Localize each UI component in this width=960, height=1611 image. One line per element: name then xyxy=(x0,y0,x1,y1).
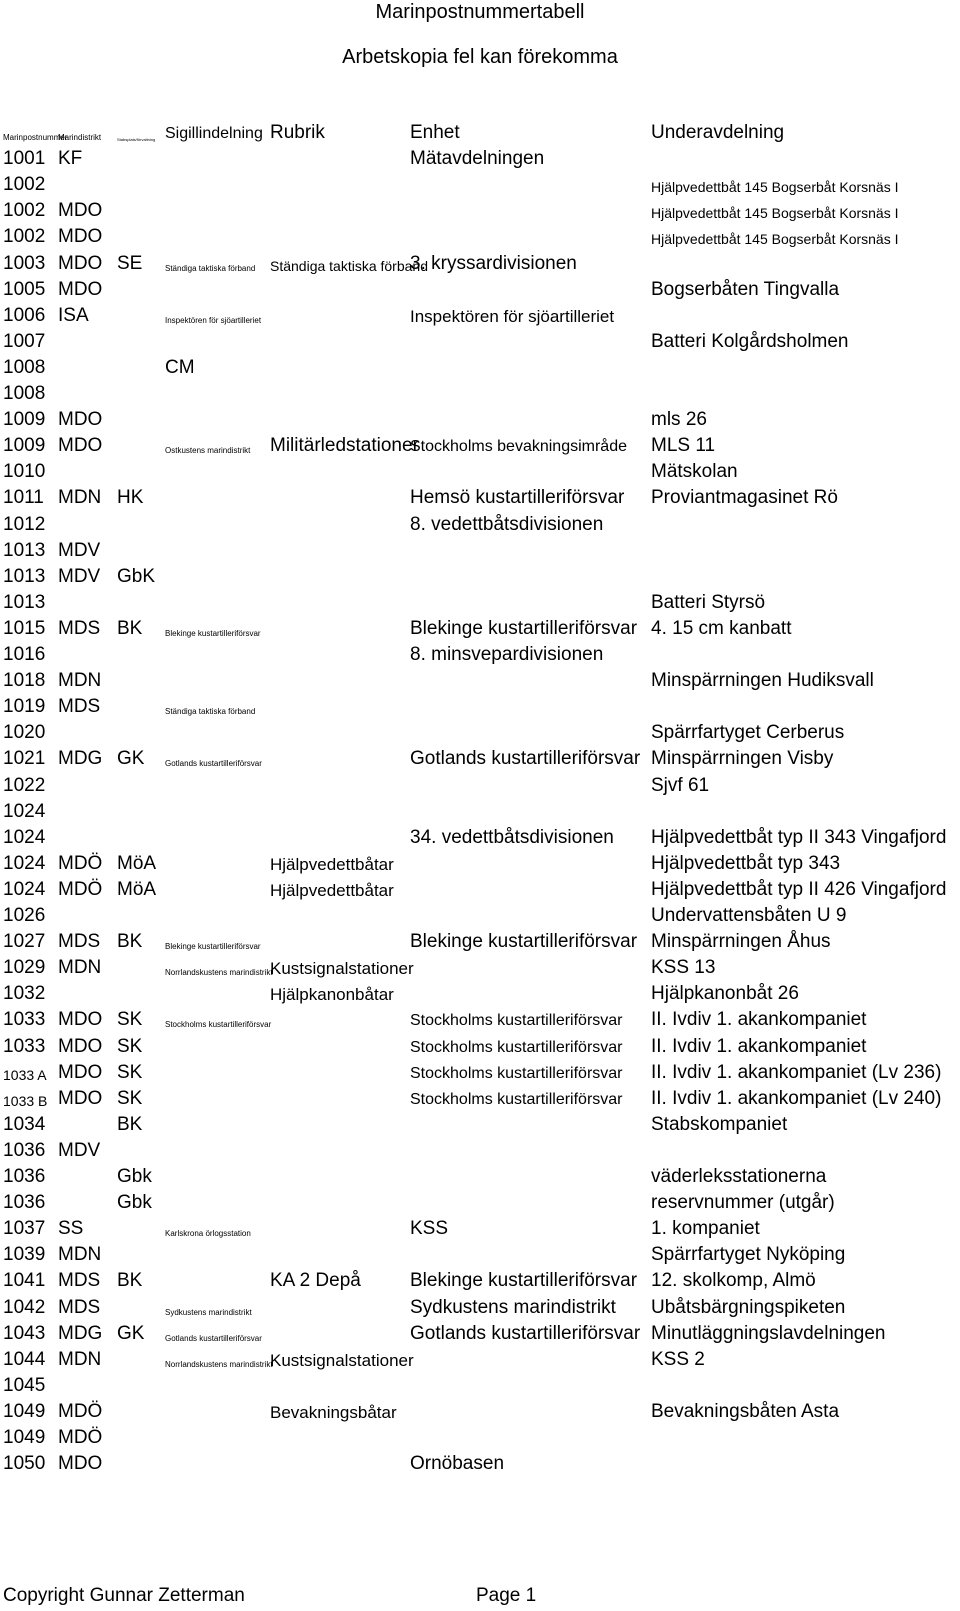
cell-marindistrikt: MDV xyxy=(58,539,101,561)
cell-marinpostnummer: 1006 xyxy=(3,304,46,326)
cell-sigillindelning: Gotlands kustartilleriförsvar xyxy=(165,1333,262,1343)
cell-marinpostnummer: 1009 xyxy=(3,409,46,431)
cell-underavdelning: Mätskolan xyxy=(651,461,738,483)
cell-rubrik: Hjälpvedettbåtar xyxy=(270,854,394,874)
table-row xyxy=(0,1397,960,1423)
cell-marindistrikt: MDS xyxy=(58,696,101,718)
table-row xyxy=(0,1005,960,1031)
table-row xyxy=(0,771,960,797)
table-row xyxy=(0,379,960,405)
table-row xyxy=(0,196,960,222)
table-row xyxy=(0,1110,960,1136)
cell-underavdelning: 4. 15 cm kanbatt xyxy=(651,617,792,639)
cell-sigillindelning: Blekinge kustartilleriförsvar xyxy=(165,942,261,952)
cell-marinpostnummer: 1015 xyxy=(3,617,46,639)
cell-marinpostnummer: 1012 xyxy=(3,513,46,535)
table-row xyxy=(0,1162,960,1188)
table-row xyxy=(0,640,960,666)
cell-marinpostnummer: 1026 xyxy=(3,905,46,926)
cell-underavdelning: Hjälpvedettbåt typ II 426 Vingafjord xyxy=(651,878,947,900)
cell-marinpostnummer: 1033 xyxy=(3,1009,46,1031)
cell-underavdelning: Spärrfartyget Nyköping xyxy=(651,1244,846,1266)
cell-underavdelning: 1. kompaniet xyxy=(651,1218,760,1240)
table-row xyxy=(0,744,960,770)
table-row xyxy=(0,1371,960,1397)
table-row xyxy=(0,536,960,562)
cell-marindistrikt: MDO xyxy=(58,226,103,248)
cell-marindistrikt: MDN xyxy=(58,487,102,509)
cell-enhet: Inspektören för sjöartilleriet xyxy=(410,306,615,326)
cell-underavdelning: reservnummer (utgår) xyxy=(651,1192,835,1214)
cell-marinpostnummer: 1013 xyxy=(3,539,46,561)
cell-enhet: Ornöbasen xyxy=(410,1453,505,1475)
cell-marinpostnummer: 1049 xyxy=(3,1400,46,1422)
cell-marinpostnummer: 1024 xyxy=(3,878,46,900)
cell-marindistrikt: MDO xyxy=(58,200,103,222)
cell-marinpostnummer: 1018 xyxy=(3,670,46,692)
cell-sigillindelning: Ständiga taktiska förband xyxy=(165,263,256,273)
table-row xyxy=(0,1319,960,1345)
cell-enhet: 8. vedettbåtsdivisionen xyxy=(410,513,604,535)
header-marindistrikt: Marindistrikt xyxy=(58,133,102,142)
cell-enhet: Stockholms kustartilleriförsvar xyxy=(410,1038,623,1056)
cell-underavdelning: Spärrfartyget Cerberus xyxy=(651,722,845,744)
table-row xyxy=(0,431,960,457)
cell-marinpostnummer: 1033 A xyxy=(3,1066,47,1083)
cell-underavdelning: Undervattensbåten U 9 xyxy=(651,905,847,926)
cell-enhet: 8. minsvepardivisionen xyxy=(410,644,604,665)
table-row xyxy=(0,405,960,431)
cell-marindistrikt: MDN xyxy=(58,1244,102,1266)
cell-marinpostnummer: 1009 xyxy=(3,435,46,457)
cell-sigillindelning: Ostkustens marindistrikt xyxy=(165,446,251,456)
table-row xyxy=(0,823,960,849)
cell-marinpostnummer: 1033 B xyxy=(3,1092,48,1109)
cell-sigillindelning: Blekinge kustartilleriförsvar xyxy=(165,628,261,638)
cell-marinpostnummer: 1002 xyxy=(3,226,46,248)
cell-marinpostnummer: 1010 xyxy=(3,461,46,483)
cell-marindistrikt: MDÖ xyxy=(58,878,103,900)
cell-enhet: Blekinge kustartilleriförsvar xyxy=(410,617,638,639)
cell-marinpostnummer: 1011 xyxy=(3,487,44,509)
table-row xyxy=(0,1293,960,1319)
document-title: Marinpostnummertabell xyxy=(375,1,585,23)
table-row xyxy=(0,249,960,275)
table-row xyxy=(0,483,960,509)
table-row xyxy=(0,1084,960,1110)
table-row xyxy=(0,170,960,196)
cell-marinpostnummer: 1027 xyxy=(3,931,46,953)
cell-marinpostnummer: 1013 xyxy=(3,591,46,613)
table-row xyxy=(0,144,960,170)
cell-sigillindelning: Norrlandskustens marindistrikt xyxy=(165,968,273,978)
cell-marindistrikt: MDÖ xyxy=(58,1427,103,1448)
cell-marindistrikt: ISA xyxy=(58,304,89,326)
cell-marindistrikt: MDO xyxy=(58,1009,103,1031)
cell-marinpostnummer: 1036 xyxy=(3,1139,46,1161)
cell-sigillindelning: Stockholms kustartilleriförsvar xyxy=(165,1020,272,1030)
cell-underavdelning: Ubåtsbärgningspiketen xyxy=(651,1296,846,1318)
cell-marinpostnummer: 1036 xyxy=(3,1166,46,1187)
header-underavdelning: Underavdelning xyxy=(651,122,785,143)
cell-enhet: Gotlands kustartilleriförsvar xyxy=(410,1322,641,1344)
cell-marindistrikt: MDO xyxy=(58,435,103,457)
cell-marinpostnummer: 1024 xyxy=(3,826,46,848)
cell-marindistrikt: KF xyxy=(58,148,83,170)
cell-stabsplats: BK xyxy=(117,1113,143,1135)
cell-sigillindelning: Norrlandskustens marindistrikt xyxy=(165,1359,273,1369)
cell-enhet: Stockholms kustartilleriförsvar xyxy=(410,1090,623,1108)
cell-underavdelning: Batteri Styrsö xyxy=(651,591,766,613)
cell-enhet: Stockholms bevakningsimråde xyxy=(410,438,627,456)
table-row xyxy=(0,1136,960,1162)
cell-marindistrikt: MDS xyxy=(58,931,101,953)
cell-rubrik: Kustsignalstationer xyxy=(270,959,414,979)
cell-marinpostnummer: 1002 xyxy=(3,200,46,222)
cell-marindistrikt: MDO xyxy=(58,1453,103,1475)
table-row xyxy=(0,510,960,536)
cell-marindistrikt: MDO xyxy=(58,409,103,431)
cell-rubrik: Hjälpkanonbåtar xyxy=(270,985,394,1005)
cell-underavdelning: Minutläggningslavdelningen xyxy=(651,1322,886,1344)
cell-underavdelning: väderleksstationerna xyxy=(651,1166,827,1187)
cell-marinpostnummer: 1024 xyxy=(3,852,46,874)
cell-sigillindelning: CM xyxy=(165,356,195,378)
cell-marinpostnummer: 1042 xyxy=(3,1296,46,1318)
cell-marindistrikt: MDO xyxy=(58,1061,103,1083)
cell-stabsplats: MöA xyxy=(117,852,157,874)
document-subtitle: Arbetskopia fel kan förekomma xyxy=(342,46,618,68)
cell-marindistrikt: MDO xyxy=(58,278,103,300)
cell-underavdelning: MLS 11 xyxy=(651,435,716,457)
header-sigillindelning: Sigillindelning xyxy=(165,125,263,142)
cell-stabsplats: SK xyxy=(117,1009,143,1031)
table-row xyxy=(0,927,960,953)
cell-underavdelning: Sjvf 61 xyxy=(651,774,710,796)
table-row xyxy=(0,275,960,301)
cell-underavdelning: Minspärrningen Hudiksvall xyxy=(651,670,874,692)
cell-marinpostnummer: 1036 xyxy=(3,1192,46,1214)
table-row xyxy=(0,692,960,718)
table-row xyxy=(0,222,960,248)
cell-marinpostnummer: 1029 xyxy=(3,957,46,979)
table-row xyxy=(0,562,960,588)
cell-enhet: 34. vedettbåtsdivisionen xyxy=(410,826,614,848)
table-row xyxy=(0,1266,960,1292)
cell-marinpostnummer: 1022 xyxy=(3,774,46,796)
cell-stabsplats: SK xyxy=(117,1035,143,1057)
cell-underavdelning: Bevakningsbåten Asta xyxy=(651,1400,840,1422)
cell-enhet: Blekinge kustartilleriförsvar xyxy=(410,1270,638,1292)
cell-marinpostnummer: 1050 xyxy=(3,1453,46,1475)
cell-marindistrikt: MDG xyxy=(58,748,103,770)
table-row xyxy=(0,301,960,327)
cell-stabsplats: HK xyxy=(117,487,144,509)
cell-underavdelning: Hjälpvedettbåt 145 Bogserbåt Korsnäs I xyxy=(651,205,899,222)
cell-marinpostnummer: 1032 xyxy=(3,983,46,1005)
cell-marinpostnummer: 1021 xyxy=(3,748,46,770)
table-row xyxy=(0,718,960,744)
table-row xyxy=(0,1058,960,1084)
cell-marinpostnummer: 1049 xyxy=(3,1427,46,1448)
table-row xyxy=(0,588,960,614)
table-row xyxy=(0,901,960,927)
cell-enhet: 3. kryssardivisionen xyxy=(410,252,577,274)
table-row xyxy=(0,797,960,823)
cell-underavdelning: Hjälpvedettbåt 145 Bogserbåt Korsnäs I xyxy=(651,179,899,196)
cell-marindistrikt: MDN xyxy=(58,957,102,979)
cell-marinpostnummer: 1045 xyxy=(3,1374,46,1396)
cell-sigillindelning: Karlskrona örlogsstation xyxy=(165,1229,251,1239)
cell-marindistrikt: MDS xyxy=(58,617,101,639)
cell-underavdelning: Hjälpkanonbåt 26 xyxy=(651,983,799,1005)
table-row xyxy=(0,666,960,692)
cell-marinpostnummer: 1039 xyxy=(3,1244,46,1266)
cell-marinpostnummer: 1033 xyxy=(3,1035,46,1057)
cell-underavdelning: II. Ivdiv 1. akankompaniet xyxy=(651,1035,867,1057)
cell-underavdelning: II. Ivdiv 1. akankompaniet xyxy=(651,1009,867,1031)
cell-underavdelning: Proviantmagasinet Rö xyxy=(651,487,838,509)
cell-sigillindelning: Gotlands kustartilleriförsvar xyxy=(165,759,262,769)
cell-underavdelning: Minspärrningen Åhus xyxy=(651,931,831,953)
header-rubrik: Rubrik xyxy=(270,122,325,143)
cell-enhet: Stockholms kustartilleriförsvar xyxy=(410,1012,623,1030)
cell-underavdelning: Minspärrningen Visby xyxy=(651,748,834,770)
table-row xyxy=(0,353,960,379)
table-row xyxy=(0,614,960,640)
cell-stabsplats: SK xyxy=(117,1087,143,1109)
cell-stabsplats: BK xyxy=(117,931,143,953)
cell-rubrik: Bevakningsbåtar xyxy=(270,1402,397,1422)
cell-sigillindelning: Sydkustens marindistrikt xyxy=(165,1307,252,1317)
table-row xyxy=(0,1449,960,1475)
cell-marinpostnummer: 1002 xyxy=(3,174,46,196)
cell-stabsplats: Gbk xyxy=(117,1166,152,1187)
table-header-row xyxy=(0,118,960,144)
cell-stabsplats: Gbk xyxy=(117,1192,152,1214)
header-stabsplats: Stabsplats/förvaltning xyxy=(117,137,156,142)
cell-marindistrikt: MDG xyxy=(58,1322,103,1344)
cell-enhet: Stockholms kustartilleriförsvar xyxy=(410,1064,623,1082)
cell-marindistrikt: MDO xyxy=(58,1087,103,1109)
table-row xyxy=(0,1032,960,1058)
cell-underavdelning: Hjälpvedettbåt 145 Bogserbåt Korsnäs I xyxy=(651,231,899,248)
cell-rubrik: Kustsignalstationer xyxy=(270,1350,414,1370)
cell-marinpostnummer: 1037 xyxy=(3,1218,46,1240)
cell-marindistrikt: MDN xyxy=(58,670,102,692)
cell-stabsplats: SK xyxy=(117,1061,143,1083)
cell-stabsplats: MöA xyxy=(117,878,157,900)
cell-stabsplats: GK xyxy=(117,748,145,770)
page-number: Page 1 xyxy=(476,1585,537,1606)
cell-sigillindelning: Ständiga taktiska förband xyxy=(165,707,256,717)
table-row xyxy=(0,1423,960,1449)
cell-enhet: Blekinge kustartilleriförsvar xyxy=(410,931,638,953)
cell-enhet: Mätavdelningen xyxy=(410,148,545,170)
cell-marindistrikt: MDÖ xyxy=(58,852,103,874)
cell-enhet: KSS xyxy=(410,1218,449,1240)
cell-marindistrikt: SS xyxy=(58,1218,84,1240)
cell-marinpostnummer: 1034 xyxy=(3,1113,46,1135)
cell-marindistrikt: MDO xyxy=(58,1035,103,1057)
cell-underavdelning: Bogserbåten Tingvalla xyxy=(651,278,840,300)
cell-rubrik: KA 2 Depå xyxy=(270,1270,361,1292)
cell-underavdelning: Hjälpvedettbåt typ II 343 Vingafjord xyxy=(651,826,947,848)
cell-marinpostnummer: 1016 xyxy=(3,644,46,665)
cell-sigillindelning: Inspektören för sjöartilleriet xyxy=(165,315,262,325)
cell-marinpostnummer: 1019 xyxy=(3,696,46,718)
cell-marinpostnummer: 1044 xyxy=(3,1348,46,1370)
table-row xyxy=(0,979,960,1005)
cell-underavdelning: II. Ivdiv 1. akankompaniet (Lv 240) xyxy=(651,1087,942,1109)
cell-underavdelning: Stabskompaniet xyxy=(651,1113,788,1135)
cell-marindistrikt: MDS xyxy=(58,1270,101,1292)
table-row xyxy=(0,875,960,901)
cell-stabsplats: BK xyxy=(117,1270,143,1292)
cell-marindistrikt: MDV xyxy=(58,1139,101,1161)
cell-marinpostnummer: 1013 xyxy=(3,565,46,587)
cell-marindistrikt: MDN xyxy=(58,1348,102,1370)
cell-marindistrikt: MDÖ xyxy=(58,1400,103,1422)
cell-stabsplats: SE xyxy=(117,252,143,274)
cell-rubrik: Hjälpvedettbåtar xyxy=(270,880,394,900)
cell-marinpostnummer: 1005 xyxy=(3,278,46,300)
header-enhet: Enhet xyxy=(410,122,460,143)
table-row xyxy=(0,1214,960,1240)
table-row xyxy=(0,327,960,353)
cell-underavdelning: KSS 2 xyxy=(651,1348,705,1370)
cell-enhet: Hemsö kustartilleriförsvar xyxy=(410,487,625,509)
cell-stabsplats: BK xyxy=(117,617,143,639)
cell-marindistrikt: MDS xyxy=(58,1296,101,1318)
cell-stabsplats: GK xyxy=(117,1322,145,1344)
cell-rubrik: Ständiga taktiska förband xyxy=(270,257,428,274)
cell-marinpostnummer: 1043 xyxy=(3,1322,46,1344)
table-row xyxy=(0,457,960,483)
cell-underavdelning: Batteri Kolgårdsholmen xyxy=(651,330,849,352)
cell-marinpostnummer: 1008 xyxy=(3,356,46,378)
cell-marinpostnummer: 1041 xyxy=(3,1270,46,1292)
cell-underavdelning: Hjälpvedettbåt typ 343 xyxy=(651,852,841,874)
cell-marinpostnummer: 1020 xyxy=(3,722,46,744)
cell-marinpostnummer: 1003 xyxy=(3,252,46,274)
cell-rubrik: Militärledstationer xyxy=(270,435,419,457)
cell-enhet: Sydkustens marindistrikt xyxy=(410,1296,616,1318)
cell-enhet: Gotlands kustartilleriförsvar xyxy=(410,748,641,770)
table-row xyxy=(0,953,960,979)
cell-marinpostnummer: 1024 xyxy=(3,800,46,822)
cell-marindistrikt: MDO xyxy=(58,252,103,274)
cell-underavdelning: KSS 13 xyxy=(651,957,716,979)
table-row xyxy=(0,1240,960,1266)
cell-marindistrikt: MDV xyxy=(58,565,101,587)
cell-stabsplats: GbK xyxy=(117,565,156,587)
copyright-footer: Copyright Gunnar Zetterman xyxy=(3,1585,245,1606)
cell-marinpostnummer: 1001 xyxy=(3,148,46,170)
cell-marinpostnummer: 1007 xyxy=(3,330,46,352)
table-row xyxy=(0,1345,960,1371)
table-row xyxy=(0,849,960,875)
cell-underavdelning: 12. skolkomp, Almö xyxy=(651,1270,816,1292)
cell-underavdelning: mls 26 xyxy=(651,409,707,431)
cell-marinpostnummer: 1008 xyxy=(3,383,46,404)
header-marinpostnummer: Marinpostnummer xyxy=(3,133,68,142)
table-row xyxy=(0,1188,960,1214)
cell-underavdelning: II. Ivdiv 1. akankompaniet (Lv 236) xyxy=(651,1061,942,1083)
